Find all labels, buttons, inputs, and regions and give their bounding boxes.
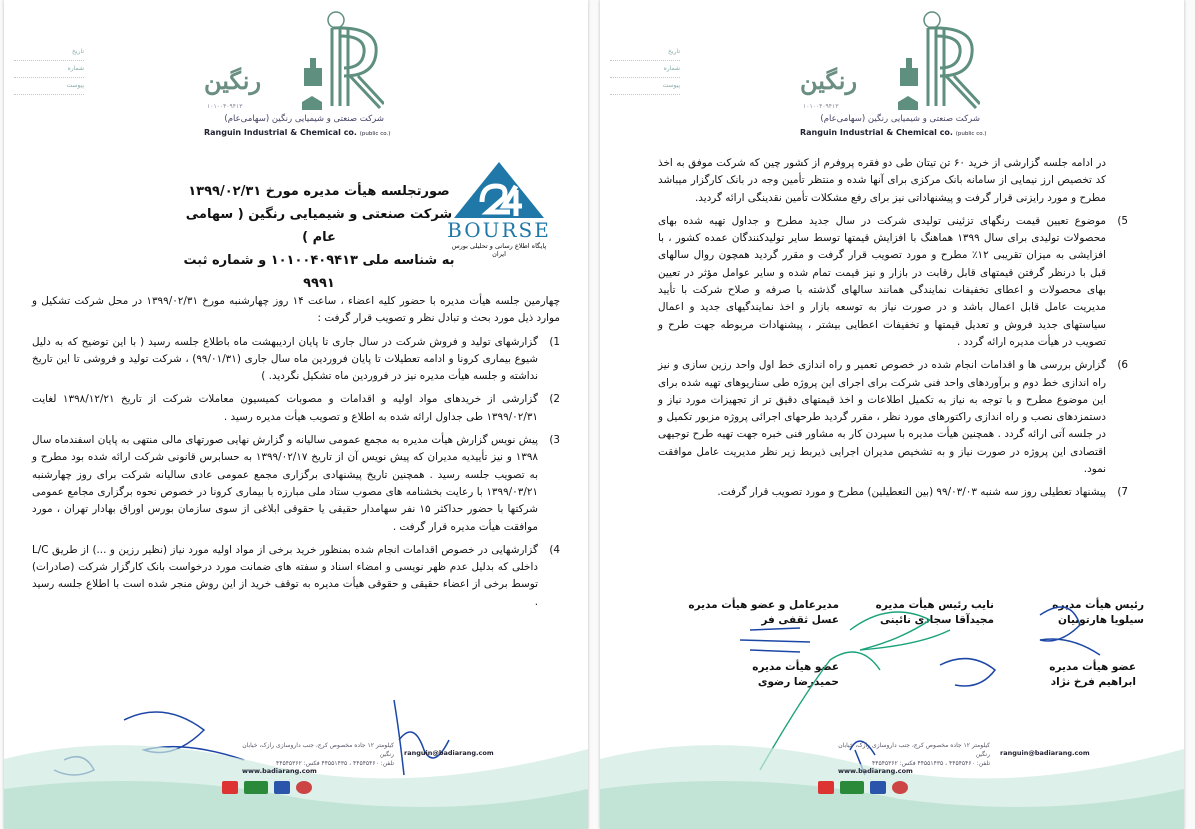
brand-name-fa: رنگین [800, 66, 858, 95]
company-name-en: Ranguin Industrial & Chemical co. (public co.) [204, 128, 391, 137]
title-line: شرکت صنعتی و شیمیایی رنگین ( سهامی عام ) [185, 207, 453, 245]
date-field-label: تاریخ [610, 44, 680, 61]
agenda-item: 5) موضوع تعیین قیمت رنگهای تزئینی تولیدی شرکت در سال جدید مطرح و جداول تهیه شده بهای محصولات تولیدی برای سال ۱۳۹۹ هماهنگ با افزایش قیمتها توسط سایر تولیدکنندگان عمده کشور ، با افزایشی به میزان تقریبی ۱۲٪ مطرح و مورد تصویب قرار گرفت و مقرر گردید همچون روال سالهای قبل با درنظر گرفتن قیمتهای قابل رقابت در بازار و نیز قیمت تمام شده و سایر عوامل مؤثر در تعیین بهای محصولات و اعطای تخفیفات نمایندگی همانند سالهای گذشته با صرفه و صلاح شرکت با تأیید مدیریت عامل قابل اعمال باشد و در صورت نیاز به توسعه بازار و اخذ نمایندگیهای جدید و اعمال سیاستهای جدید فروش و تعدیل قیمتها و تخفیفات اعطایی بیشتر ، پیشنهادات مربوطه جهت طرح و تصویب در هیأت مدیره ارائه گردد . [658, 214, 1128, 348]
footer-address: کیلومتر ۱۲ جاده مخصوص کرج، جنب داروسازی رازک، خیابان رنگین تلفن: ۴۴۵۴۵۴۶۰ ، ۴۴۵۵۱۴۳۵ فکس: ۴۴۵۴۵۳۶۲ [242, 742, 394, 767]
registration-small: ۱۰۱۰۰۴۰۹۴۱۳ [207, 103, 243, 110]
company-name-fa: شرکت صنعتی و شیمیایی رنگین (سهامی‌عام) [224, 114, 384, 124]
number-field-label: شماره [14, 61, 84, 78]
footer-email: ranguin@badiarang.com [1000, 749, 1090, 757]
cert-badge-icon [840, 781, 864, 794]
cert-badge-icon [222, 781, 238, 794]
company-name-en: Ranguin Industrial & Chemical co. (public co.) [800, 128, 987, 137]
company-logo [800, 8, 987, 137]
document-page-left [4, 0, 588, 829]
attachment-field-label: پیوست [14, 78, 84, 95]
agenda-item: در ادامه جلسه گزارشی از خرید ۶۰ تن تیتان طی دو فقره پروفرم از کشور چین که شرکت موفق به اخذ کد تخصیص ارز نیمایی از سامانه بانک مرکزی برای آنها شده و منتظر تأمین وجه در بانک کارگزار میباشد مطرح و مورد رایزنی قرار گرفت و پیشنهاداتی نیز برای رفع مشکلات تأمین نقدینگی ارائه گردید. [658, 157, 1106, 204]
bourse-watermark [444, 160, 554, 258]
company-name-fa: شرکت صنعتی و شیمیایی رنگین (سهامی‌عام) [820, 114, 980, 124]
footer-url: www.badiarang.com [242, 767, 317, 775]
title-line: صورتجلسه هیأت مدیره مورخ ۱۳۹۹/۰۲/۳۱ [188, 184, 450, 199]
company-logo [204, 8, 391, 137]
agenda-item: 1) گزارشهای تولید و فروش شرکت در سال جاری تا پایان اردیبهشت ماه باطلاع جلسه رسید ( با این توضیح که به دلیل شیوع بیماری کرونا و ادامه تعطیلات تا پایان فروردین ماه سال جاری (۹۹/۰۱/۳۱) ، شرکت تولید و فروشی تا این تاریخ نداشته و جلسه هیأت مدیره نیز در فروردین ماه تشکیل نگردید. ) [32, 335, 560, 383]
intro-paragraph: چهارمین جلسه هیأت مدیره با حضور کلیه اعضاء ، ساعت ۱۴ روز چهارشنبه مورخ ۱۳۹۹/۰۲/۳۱ در محل شرکت تشکیل و موارد ذیل مورد بحث و تبادل نظر و تصویب قرار گرفت : [32, 295, 561, 325]
footer-address: کیلومتر ۱۲ جاده مخصوص کرج، جنب داروسازی رازک، خیابان رنگین تلفن: ۴۴۵۴۵۴۶۰ ، ۴۴۵۵۱۴۳۵ فکس: ۴۴۵۴۵۳۶۲ [838, 742, 990, 767]
agenda-item: 3) پیش نویس گزارش هیأت مدیره به مجمع عمومی سالیانه و گزارش نهایی صورتهای مالی منتهی به پایان اسفندماه سال ۱۳۹۸ و نیز تأییدیه مدیران که پیش نویس آن از تاریخ ۱۳۹۹/۰۲/۱۷ به حسابرس قانونی شرکت ارائه شده بود مطرح و به تصویب جلسه رسید . همچنین تاریخ پیشنهادی برگزاری مجمع عمومی عادی سالیانه شرکت برای روز چهارشنبه ۱۳۹۹/۰۳/۲۱ با رعایت بخشنامه های مصوب ستاد ملی مبارزه با بیماری کرونا در خصوص نحوه برگزاری مجامع عمومی شرکتها با حضور حداکثر ۱۵ نفر سهامدار حقیقی یا حقوقی ابلاغی از سوی سازمان بورس اوراق بهادار تهران ، مورد موافقت هیأت مدیره قرار گرفت . [32, 434, 560, 533]
signatory-member: عضو هیأت مدیره حمیدرضا رضوی [752, 661, 839, 688]
ranguin-logo-icon [800, 8, 980, 118]
agenda-item: 6) گزارش بررسی ها و اقدامات انجام شده در خصوص تعمیر و راه اندازی خط اول واحد رزین سازی و نیز راه اندازی خط دوم و برآوردهای واحد فنی شرکت برای اجرای این پروژه طی سناریوهای تهیه شده برای این موضوع مطرح و با توجه به نیاز به تکمیل اطلاعات و اخذ قیمتهای دقیق تر از تجهیزات مورد نیاز و دستمزدهای نصب و راه اندازی راکتورهای مورد نظر ، مقرر گردید طرحهای اجرائی پروژه مزبور تکمیل و در جلسه آتی ارائه گردد . همچنین هیأت مدیره با سپردن کار به مشاور فنی خبره جهت تهیه طرح توجیهی اقتصادی این پروژه در صورت نیاز و به تشخیص مدیران اجرایی ذیربط زیر نظر مدیریت عامل موافقت نمود. [658, 359, 1128, 476]
signatory-ceo: مدیرعامل و عضو هیأت مدیره عسل ثقفی فر [688, 599, 839, 626]
document-page-right [600, 0, 1184, 829]
letterhead-footer [4, 719, 588, 829]
cert-badge-icon [870, 781, 886, 794]
minutes-title [179, 180, 459, 295]
letterhead-meta [14, 44, 84, 95]
brand-name-fa: رنگین [204, 66, 262, 95]
letterhead-footer [600, 719, 1184, 829]
signatory-member: عضو هیأت مدیره ابراهیم فرخ نژاد [1049, 661, 1136, 688]
cert-badge-icon [892, 781, 908, 794]
registration-small: ۱۰۱۰۰۴۰۹۴۱۳ [803, 103, 839, 110]
footer-email: ranguin@badiarang.com [404, 749, 494, 757]
bourse-word: BOURSE [447, 218, 551, 242]
cert-badge-icon [244, 781, 268, 794]
title-line: به شناسه ملی ۱۰۱۰۰۴۰۹۴۱۳ و شماره ثبت ۹۹۹۱ [183, 253, 455, 291]
cert-badge-icon [296, 781, 312, 794]
minutes-body [32, 293, 560, 617]
ranguin-logo-icon [204, 8, 384, 118]
agenda-item: 7) پیشنهاد تعطیلی روز سه شنبه ۹۹/۰۳/۰۳ (بین التعطیلین) مطرح و مورد تصویب قرار گرفت. [717, 486, 1128, 499]
bourse-caption: پایگاه اطلاع رسانی و تحلیلی بورس ایران [451, 242, 547, 258]
cert-badge-icon [274, 781, 290, 794]
date-field-label: تاریخ [14, 44, 84, 61]
number-field-label: شماره [610, 61, 680, 78]
letterhead-meta [610, 44, 680, 95]
attachment-field-label: پیوست [610, 78, 680, 95]
signatory-vice-chairman: نایب رئیس هیأت مدیره مجیدآقا سجادی نائینی [875, 599, 994, 626]
signatory-chairman: رئیس هیأت مدیره سیلویا هارتونیان [1052, 599, 1144, 626]
minutes-body-continued [658, 155, 1128, 508]
footer-url: www.badiarang.com [838, 767, 913, 775]
agenda-item: 4) گزارشهایی در خصوص اقدامات انجام شده بمنظور خرید برخی از مواد اولیه مورد نیاز (نظیر رزین و ...) از طریق L/C داخلی که بدلیل عدم ظهر نویسی و امضاء اسناد و سفته های ضمانت مورد درخواست بانک کارگزار شرکت (صادرات) توسط برخی از اعضاء حقیقی و حقوقی هیأت مدیره به توقف خرید از این روش منجر شده است با اطلاع جلسه رسید . [32, 543, 560, 608]
bourse-logo-icon [444, 160, 554, 220]
agenda-item: 2) گزارشی از خریدهای مواد اولیه و اقدامات و مصوبات کمیسیون معاملات شرکت از تاریخ ۱۳۹۸/۱۲/۲۱ لغایت ۱۳۹۹/۰۲/۳۱ طی جداول ارائه شده به اطلاع و تصویب هیأت مدیره رسید . [32, 393, 560, 423]
cert-badge-icon [818, 781, 834, 794]
